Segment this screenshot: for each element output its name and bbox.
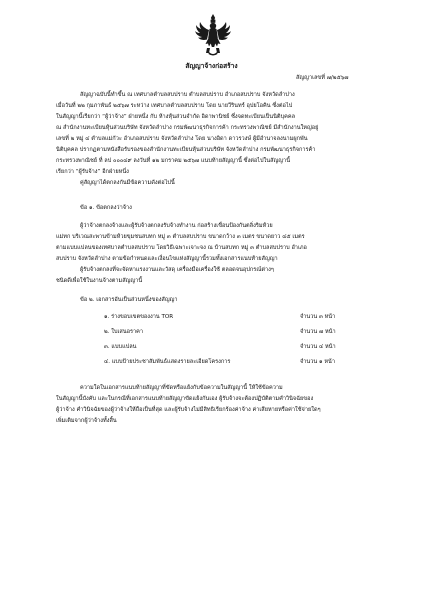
clause-2-line: ผู้ว่าจ้าง คำวินิจฉัยของผู้ว่าจ้างให้ถือเป็นที่สุด และผู้รับจ้างไม่มีสิทธิเรียกร้องค่าจ้าง ค่าเสียหายหรือค่าใช้จ่ายใดๆ bbox=[56, 407, 321, 413]
attachment-item-pages: จำนวน ๑ หน้า bbox=[300, 359, 335, 365]
preamble-line: กระทรวงพาณิชย์ ที่ ลป ๐๐๐๔๙ ลงวันที่ ๑๒ มกราคม ๒๕๖๗ แนบท้ายสัญญานี้ ซึ่งต่อไปในสัญญานี้ bbox=[56, 158, 291, 164]
attachment-item-pages: จำนวน ๗ หน้า bbox=[300, 329, 336, 335]
attachment-item-label: ๔. แบบป้ายประชาสัมพันธ์แสดงรายละเอียดโครงการ bbox=[104, 359, 231, 365]
attachment-item-label: ๓. แบบแปลน bbox=[104, 344, 137, 350]
clause-1-line: ตามแบบแปลนของเทศบาลตำบลสบปราบ โดยวิธีเฉพาะเจาะจง ณ บ้านสบทก หมู่ ๓ ตำบลสบปราบ อำเภอ bbox=[56, 245, 307, 251]
clause-1-line: สบปราบ จังหวัดลำปาง ตามข้อกำหนดและเงื่อนไขแห่งสัญญานี้รวมทั้งเอกสารแนบท้ายสัญญา bbox=[56, 256, 278, 262]
clause-1-line: ชนิดดีเพื่อใช้ในงานจ้างตามสัญญานี้ bbox=[56, 278, 143, 284]
attachment-item-label: ๒. ใบเสนอราคา bbox=[104, 329, 144, 335]
clause-2-line: ในสัญญานี้บังคับ และในกรณีที่เอกสารแนบท้ายสัญญาขัดแย้งกันเอง ผู้รับจ้างจะต้องปฏิบัติตามคำวินิจฉัยของ bbox=[56, 396, 314, 402]
preamble-line: เลขที่ ๒ หมู่ ๔ ตำบลแม่กัวะ อำเภอสบปราบ จังหวัดลำปาง โดย นางอิดา ดาวรวงษ์ ผู้มีอำนาจลงนามผูกพัน bbox=[56, 136, 308, 142]
attachment-item-pages: จำนวน ๓ หน้า bbox=[300, 314, 336, 320]
preamble-line: นิติบุคคล ปรากฏตามหนังสือรับรองของสำนักงานทะเบียนหุ้นส่วนบริษัท จังหวัดลำปาง กรมพัฒนาธุรกิจการค้า bbox=[56, 147, 316, 153]
clause-1-line: ผู้ว่าจ้างตกลงจ้างและผู้รับจ้างตกลงรับจ้างทำงาน ก่อสร้างเขื่อนป้องกันตลิ่งริมห้วย bbox=[80, 223, 273, 229]
preamble-line: เมื่อวันที่ ๒๒ กุมภาพันธ์ ๒๕๖๗ ระหว่าง เทศบาลตำบลสบปราบ โดย นายวีรินทร์ อุปยโอคิน ซึ่งต่อไป bbox=[56, 103, 293, 109]
clause-2-line: ความใดในเอกสารแนบท้ายสัญญาที่ขัดหรือแย้งกับข้อความในสัญญานี้ ให้ใช้ข้อความ bbox=[80, 385, 283, 391]
contract-number: สัญญาเลขที่ ๗/๒๕๖๗ bbox=[296, 75, 349, 81]
clause-1-line: ผู้รับจ้างตกลงที่จะจัดหาแรงงานและวัสดุ เครื่องมือเครื่องใช้ ตลอดจนอุปกรณ์ต่างๆ bbox=[80, 267, 274, 273]
clause-1-line: แม่ทก บริเวณสะพานข้ามห้วยขุมชนสบทก หมู่ ๓ ตำบลสบปราบ ขนาดกว้าง ๓ เมตร ขนาดยาว ๔๕ เมตร bbox=[56, 234, 305, 240]
clause-2-heading: ข้อ ๒. เอกสารอันเป็นส่วนหนึ่งของสัญญา bbox=[80, 297, 178, 303]
agreement-statement: คู่สัญญาได้ตกลงกันมีข้อความดังต่อไปนี้ bbox=[80, 180, 175, 186]
document-title: สัญญาจ้างก่อสร้าง bbox=[185, 62, 238, 70]
preamble-line: เรียกว่า “ผู้รับจ้าง” อีกฝ่ายหนึ่ง bbox=[56, 169, 129, 175]
attachment-item-label: ๑. ร่างขอบเขตของงาน TOR bbox=[104, 314, 174, 320]
clause-1-heading: ข้อ ๑. ข้อตกลงว่าจ้าง bbox=[80, 205, 132, 211]
preamble-line: ณ สำนักงานทะเบียนหุ้นส่วนบริษัท จังหวัดลำปาง กรมพัฒนาธุรกิจการค้า กระทรวงพาณิชย์ มีสำนักงานใหญ่อยู่ bbox=[56, 125, 319, 131]
garuda-emblem-icon bbox=[191, 12, 235, 58]
preamble-line: สัญญาฉบับนี้ทำขึ้น ณ เทศบาลตำบลสบปราบ ตำบลสบปราบ อำเภอสบปราบ จังหวัดลำปาง bbox=[80, 92, 295, 98]
preamble-line: ในสัญญานี้เรียกว่า “ผู้ว่าจ้าง” ฝ่ายหนึ่ง กับ ห้างหุ้นส่วนจำกัด อิดาพานิชย์ ซึ่งจดทะเบียนเป็นนิติบุคคล bbox=[56, 114, 296, 120]
clause-2-line: เพิ่มเติมจากผู้ว่าจ้างทั้งสิ้น bbox=[56, 418, 117, 424]
attachment-item-pages: จำนวน ๔ หน้า bbox=[300, 344, 336, 350]
